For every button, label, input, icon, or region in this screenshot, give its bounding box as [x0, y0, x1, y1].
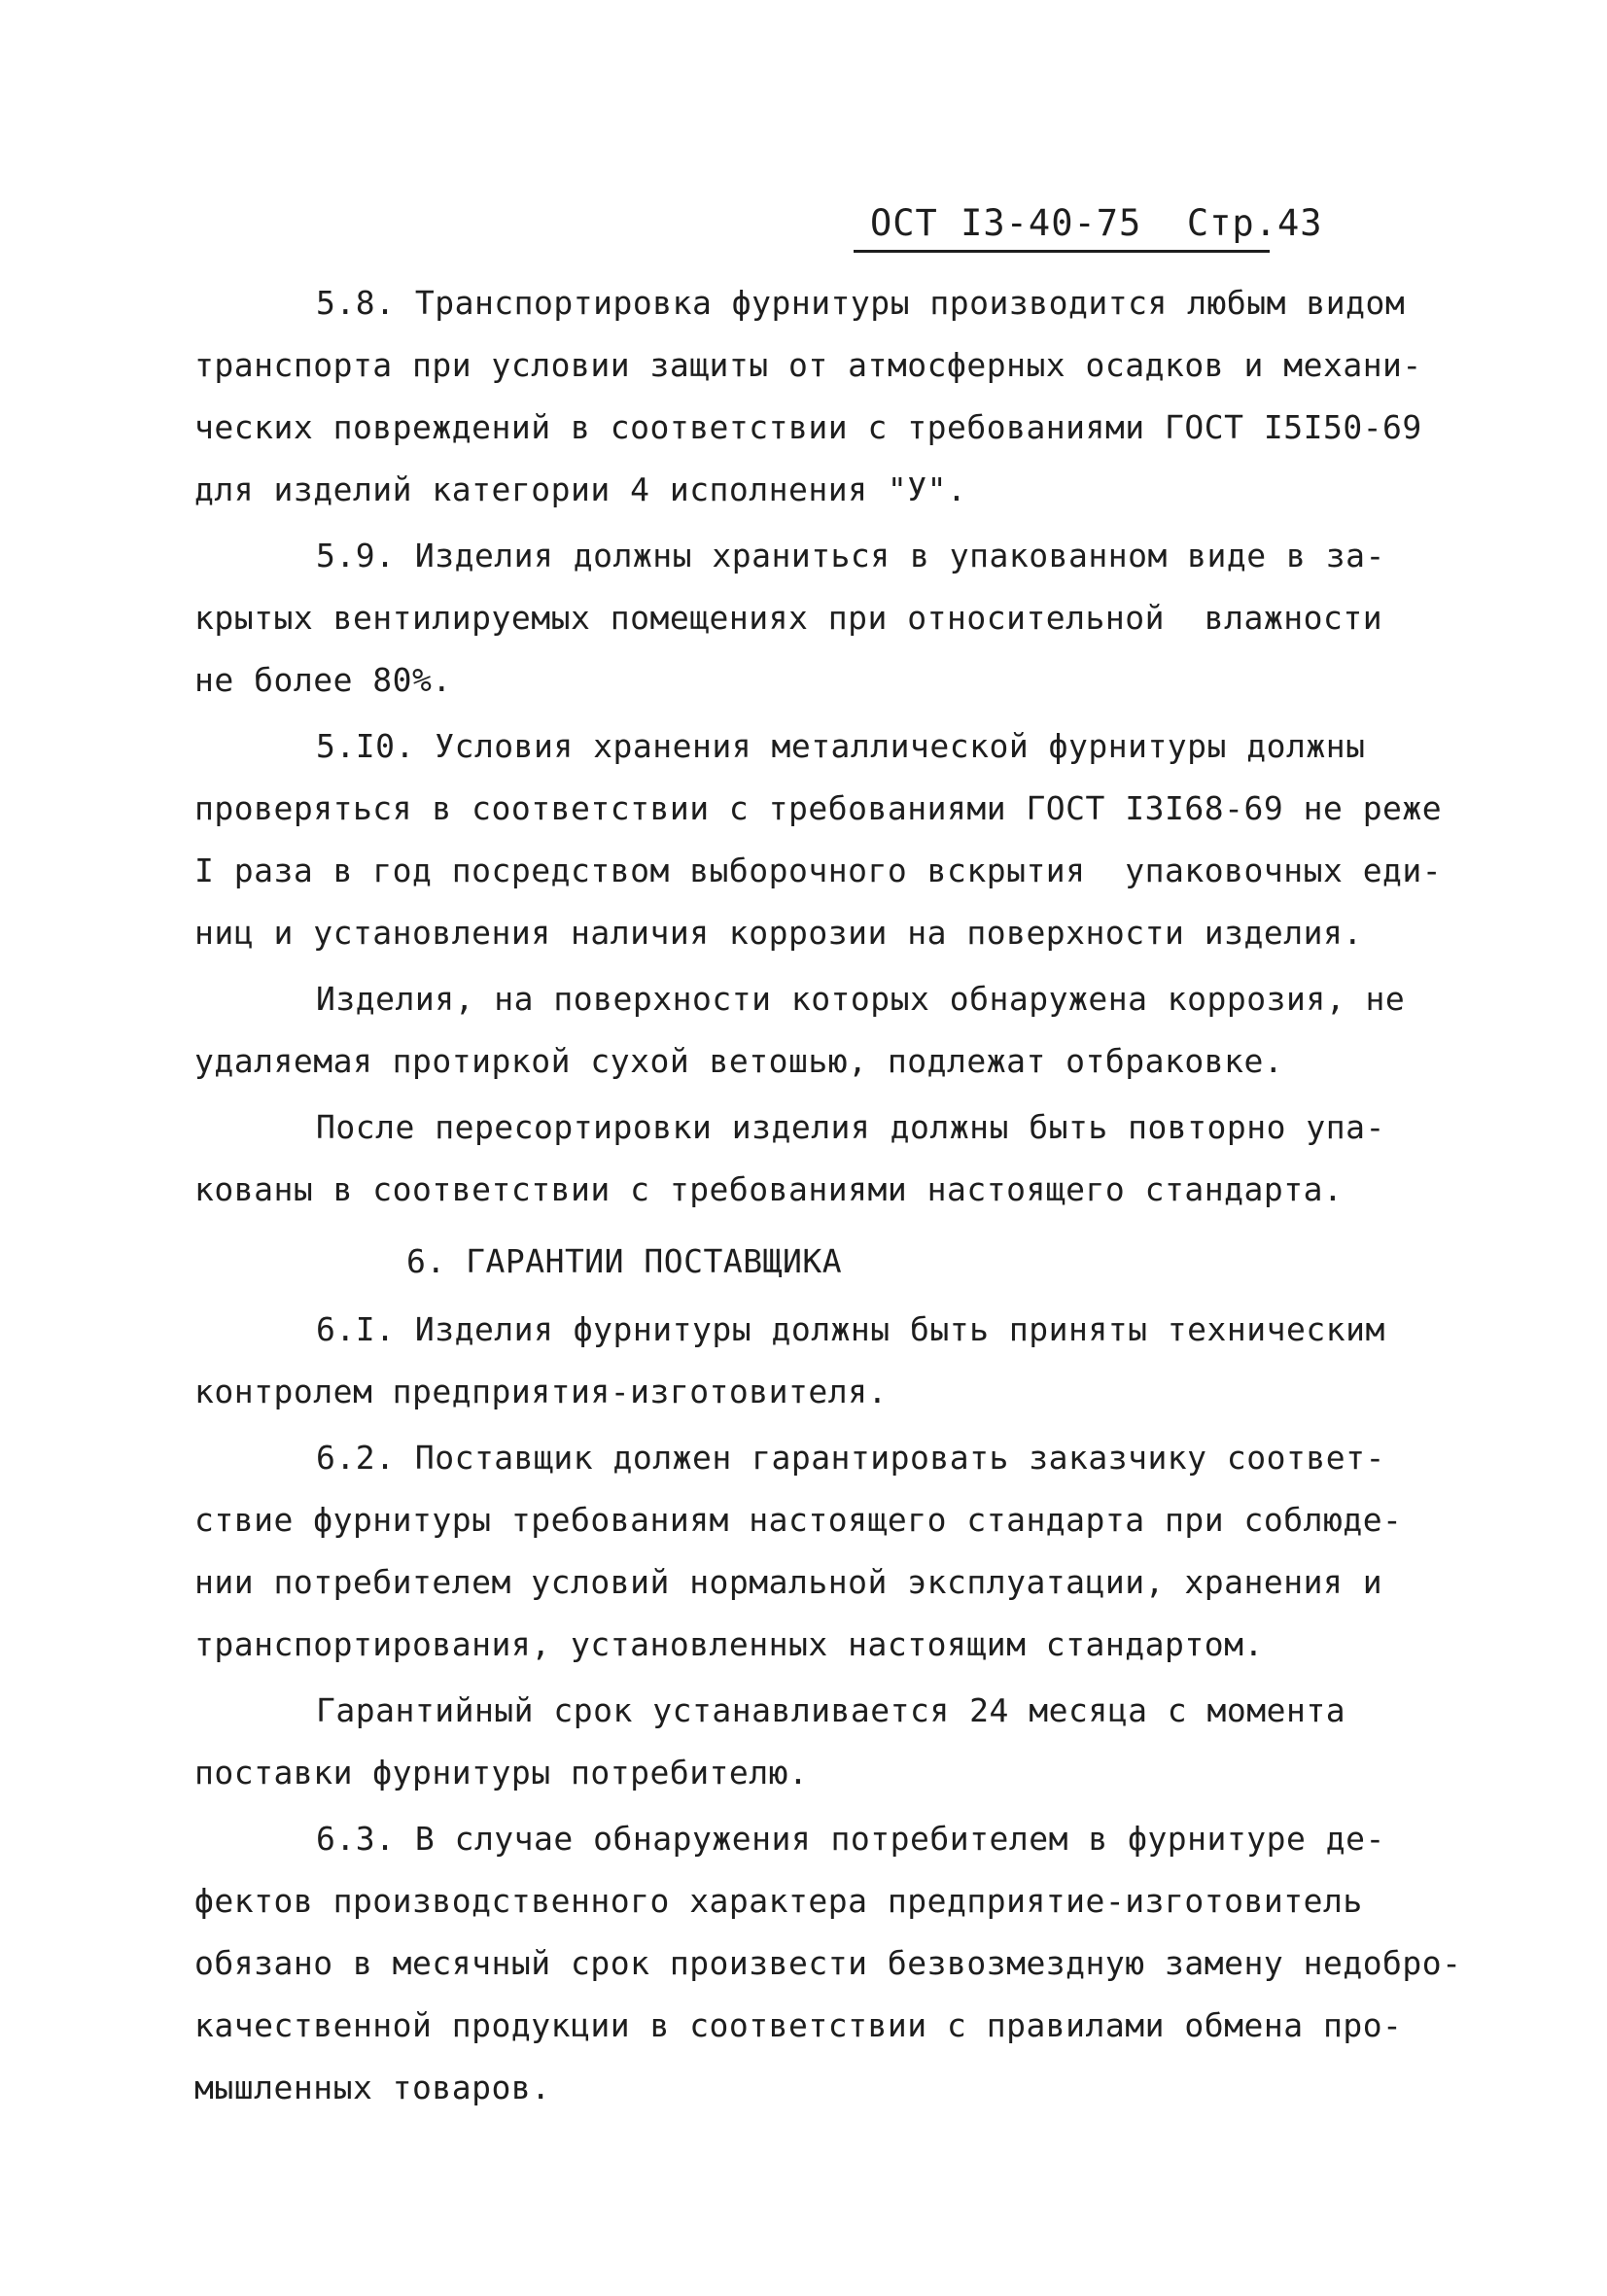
paragraph-6-3-line: качественной продукции в соответствии с правилами обмена про-	[194, 2006, 1403, 2044]
paragraph-5-10-line: проверяться в соответствии с требованиями ГОСТ I3I68-69 не реже	[194, 789, 1443, 827]
paragraph-line: После пересортировки изделия должны быть повторно упа-	[316, 1108, 1385, 1146]
paragraph-line: кованы в соответствии с требованиями настоящего стандарта.	[194, 1170, 1344, 1208]
paragraph-6-2-line: ствие фурнитуры требованиям настоящего стандарта при соблюде-	[194, 1501, 1403, 1539]
paragraph-5-10-line: 5.I0. Условия хранения металлической фурнитуры должны	[316, 727, 1366, 765]
paragraph-6-3-line: обязано в месячный срок произвести безвозмездную замену недобро-	[194, 1944, 1462, 1982]
paragraph-6-3-line: 6.3. В случае обнаружения потребителем в фурнитуре де-	[316, 1820, 1385, 1858]
header-underline	[854, 250, 1270, 253]
paragraph-5-9-line: крытых вентилируемых помещениях при относительной влажности	[194, 599, 1383, 637]
paragraph-6-2-line: нии потребителем условий нормальной эксплуатации, хранения и	[194, 1563, 1383, 1601]
paragraph-6-2-line: 6.2. Поставщик должен гарантировать заказчику соответ-	[316, 1439, 1385, 1477]
document-number: ОСТ I3-40-75	[870, 202, 1142, 244]
paragraph-5-10-line: I раза в год посредством выборочного вскрытия упаковочных еди-	[194, 852, 1443, 889]
paragraph-5-8-line: 5.8. Транспортировка фурнитуры производится любым видом	[316, 284, 1406, 322]
paragraph-line: поставки фурнитуры потребителю.	[194, 1754, 809, 1792]
paragraph-6-2-line: транспортирования, установленных настоящим стандартом.	[194, 1625, 1264, 1663]
paragraph-6-1-line: контролем предприятия-изготовителя.	[194, 1373, 888, 1410]
page-number: Стр.43	[1186, 202, 1323, 244]
paragraph-5-9-line: не более 80%.	[194, 661, 452, 699]
paragraph-line: Изделия, на поверхности которых обнаружена коррозия, не	[316, 980, 1406, 1018]
paragraph-5-8-line: транспорта при условии защиты от атмосферных осадков и механи-	[194, 346, 1422, 384]
paragraph-5-8-line: для изделий категории 4 исполнения "У".	[194, 470, 967, 508]
paragraph-5-10-line: ниц и установления наличия коррозии на поверхности изделия.	[194, 914, 1363, 952]
section-heading: 6. ГАРАНТИИ ПОСТАВЩИКА	[406, 1242, 843, 1280]
paragraph-6-1-line: 6.I. Изделия фурнитуры должны быть приняты техническим	[316, 1310, 1385, 1348]
paragraph-line: удаляемая протиркой сухой ветошью, подлежат отбраковке.	[194, 1042, 1284, 1080]
paragraph-6-3-line: мышленных товаров.	[194, 2069, 551, 2106]
paragraph-line: Гарантийный срок устанавливается 24 месяца с момента	[316, 1691, 1346, 1729]
paragraph-6-3-line: фектов производственного характера предприятие-изготовитель	[194, 1882, 1363, 1920]
paragraph-5-9-line: 5.9. Изделия должны храниться в упакованном виде в за-	[316, 537, 1385, 574]
paragraph-5-8-line: ческих повреждений в соответствии с требованиями ГОСТ I5I50-69	[194, 408, 1422, 446]
page-header	[870, 202, 1323, 245]
